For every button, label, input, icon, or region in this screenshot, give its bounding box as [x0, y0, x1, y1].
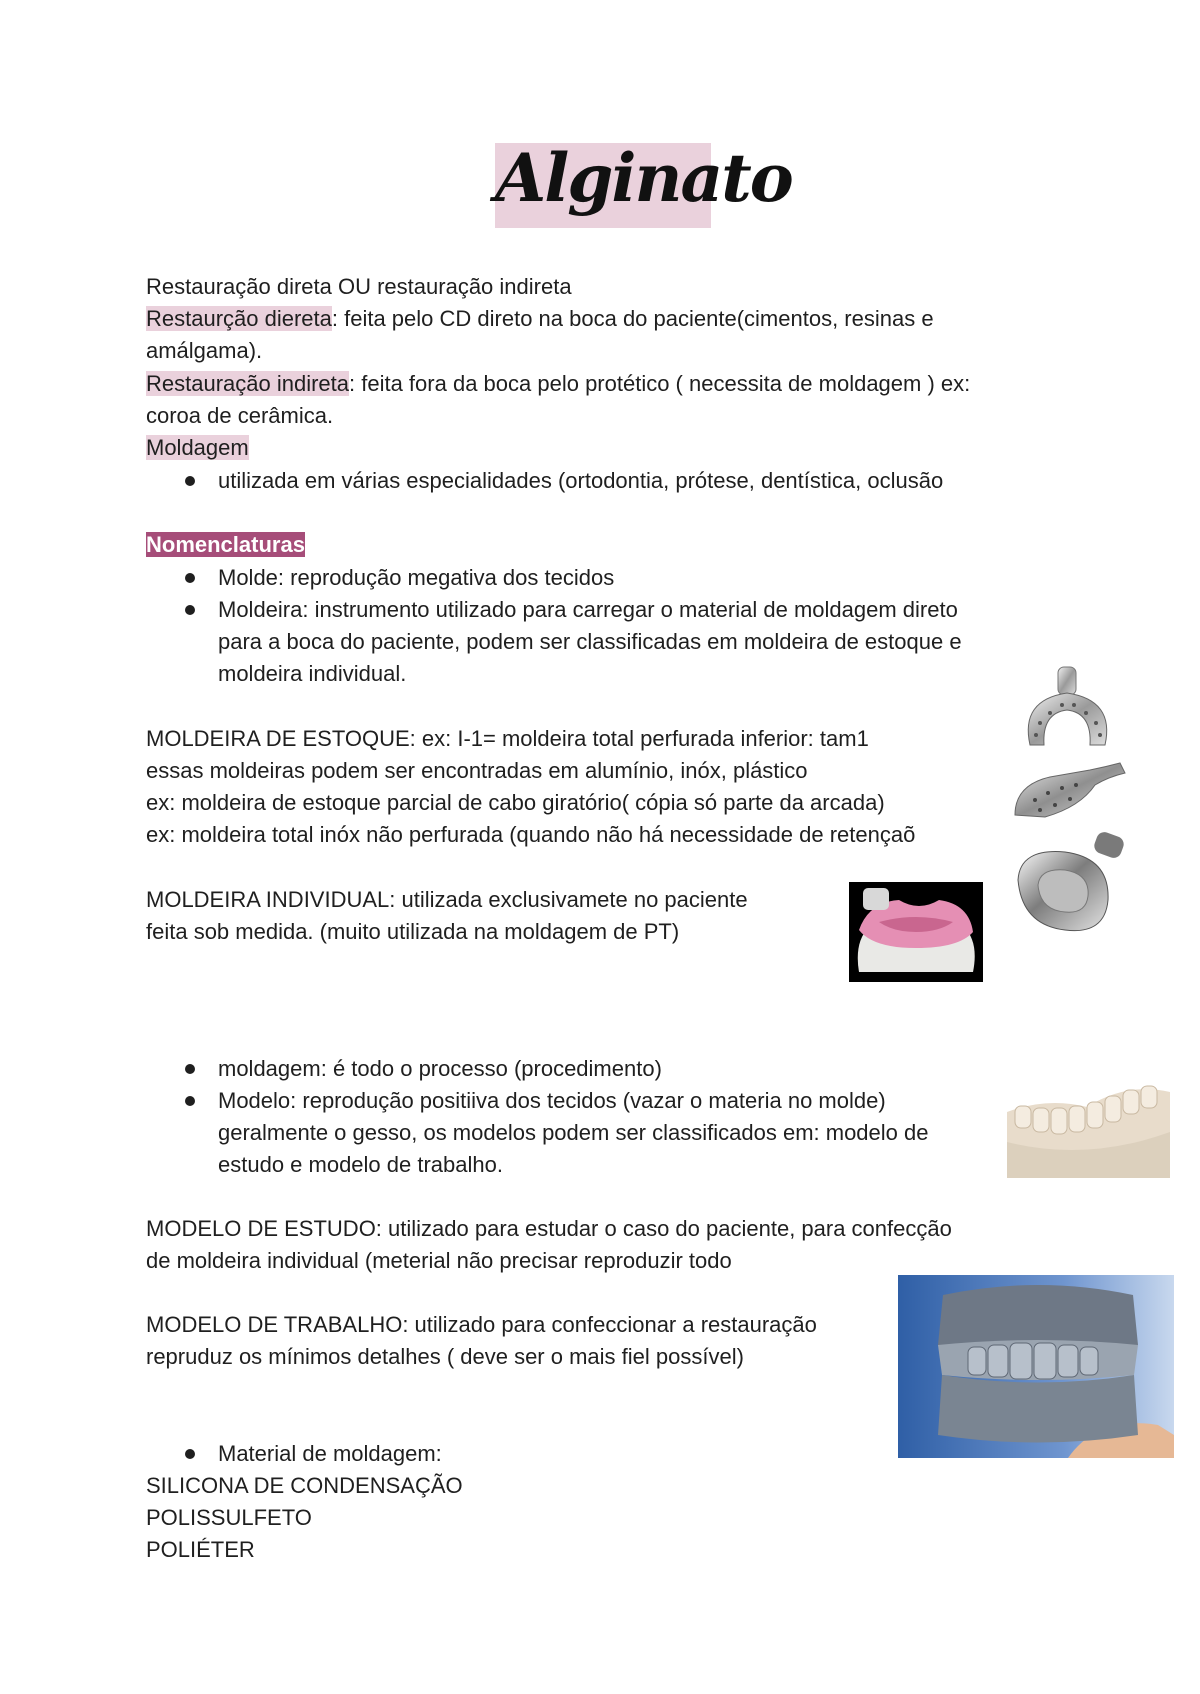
bullet-icon — [185, 476, 195, 486]
moldeira-text-1: Moldeira: instrumento utilizado para carregar o material de moldagem direto — [218, 597, 958, 622]
direta-label: Restaurção diereta — [146, 306, 332, 331]
nomenclaturas-label: Nomenclaturas — [146, 532, 305, 557]
moldagem-line — [146, 432, 249, 464]
material-line-1: SILICONA DE CONDENSAÇÃO — [146, 1473, 463, 1498]
modelo-bullet-2a: Modelo: reprodução positiiva dos tecidos (vazar o materia no molde) — [218, 1088, 886, 1113]
material-bullet: Material de moldagem: — [218, 1441, 442, 1466]
trabalho-line-1: MODELO DE TRABALHO: utilizado para confeccionar a restauração — [146, 1312, 817, 1337]
non-perforated-tray-image — [1010, 830, 1130, 940]
material-line-3: POLIÉTER — [146, 1537, 255, 1562]
moldeira-text-3: moldeira individual. — [218, 661, 407, 686]
direta-line — [146, 303, 934, 335]
direta-text: : feita pelo CD direto na boca do paciente(cimentos, resinas e — [331, 306, 934, 331]
bullet-icon — [185, 573, 195, 583]
molde-text: Molde: reprodução megativa dos tecidos — [218, 565, 615, 590]
estoque-line-4: ex: moldeira total inóx não perfurada (quando não há necessidade de retençaõ — [146, 822, 916, 847]
trabalho-line-2: repruduz os mínimos detalhes ( deve ser o mais fiel possível) — [146, 1344, 744, 1369]
work-model-image — [898, 1275, 1174, 1458]
indireta-label: Restauração indireta — [146, 371, 350, 396]
estudo-line-1: MODELO DE ESTUDO: utilizado para estudar o caso do paciente, para confecção — [146, 1216, 952, 1241]
material-line-2: POLISSULFETO — [146, 1505, 312, 1530]
bullet-icon — [185, 1064, 195, 1074]
modelo-bullet-1: moldagem: é todo o processo (procedimento) — [218, 1056, 662, 1081]
modelo-bullet-2b: geralmente o gesso, os modelos podem ser classificados em: modelo de — [218, 1120, 929, 1145]
individual-tray-image — [849, 882, 983, 982]
estudo-line-2: de moldeira individual (meterial não precisar reproduzir todo — [146, 1248, 732, 1273]
indireta-line-2: coroa de cerâmica. — [146, 403, 334, 428]
bullet-icon — [185, 1449, 195, 1459]
indireta-line — [146, 368, 970, 400]
direta-line-2: amálgama). — [146, 338, 263, 363]
moldeira-text-2: para a boca do paciente, podem ser classificadas em moldeira de estoque e — [218, 629, 962, 654]
estoque-line-2: essas moldeiras podem ser encontradas em alumínio, inóx, plástico — [146, 758, 808, 783]
moldagem-bullet-text: utilizada em várias especialidades (ortodontia, prótese, dentística, oclusão — [218, 468, 944, 493]
perforated-tray-lower-image — [1010, 665, 1130, 755]
nomenclaturas-line — [146, 529, 305, 561]
page-title: Alginato — [495, 139, 792, 217]
gypsum-model-image — [1007, 1062, 1170, 1178]
bullet-icon — [185, 605, 195, 615]
partial-tray-image — [1010, 755, 1130, 825]
intro-line: Restauração direta OU restauração indireta — [146, 274, 572, 299]
bullet-icon — [185, 1096, 195, 1106]
individual-line-1: MOLDEIRA INDIVIDUAL: utilizada exclusivamete no paciente — [146, 887, 748, 912]
moldagem-label: Moldagem — [146, 435, 249, 460]
individual-line-2: feita sob medida. (muito utilizada na moldagem de PT) — [146, 919, 680, 944]
modelo-bullet-2c: estudo e modelo de trabalho. — [218, 1152, 503, 1177]
indireta-text: : feita fora da boca pelo protético ( necessita de moldagem ) ex: — [349, 371, 971, 396]
estoque-line-3: ex: moldeira de estoque parcial de cabo giratório( cópia só parte da arcada) — [146, 790, 885, 815]
title-highlight — [495, 139, 792, 228]
estoque-line-1: MOLDEIRA DE ESTOQUE: ex: I-1= moldeira total perfurada inferior: tam1 — [146, 726, 869, 751]
